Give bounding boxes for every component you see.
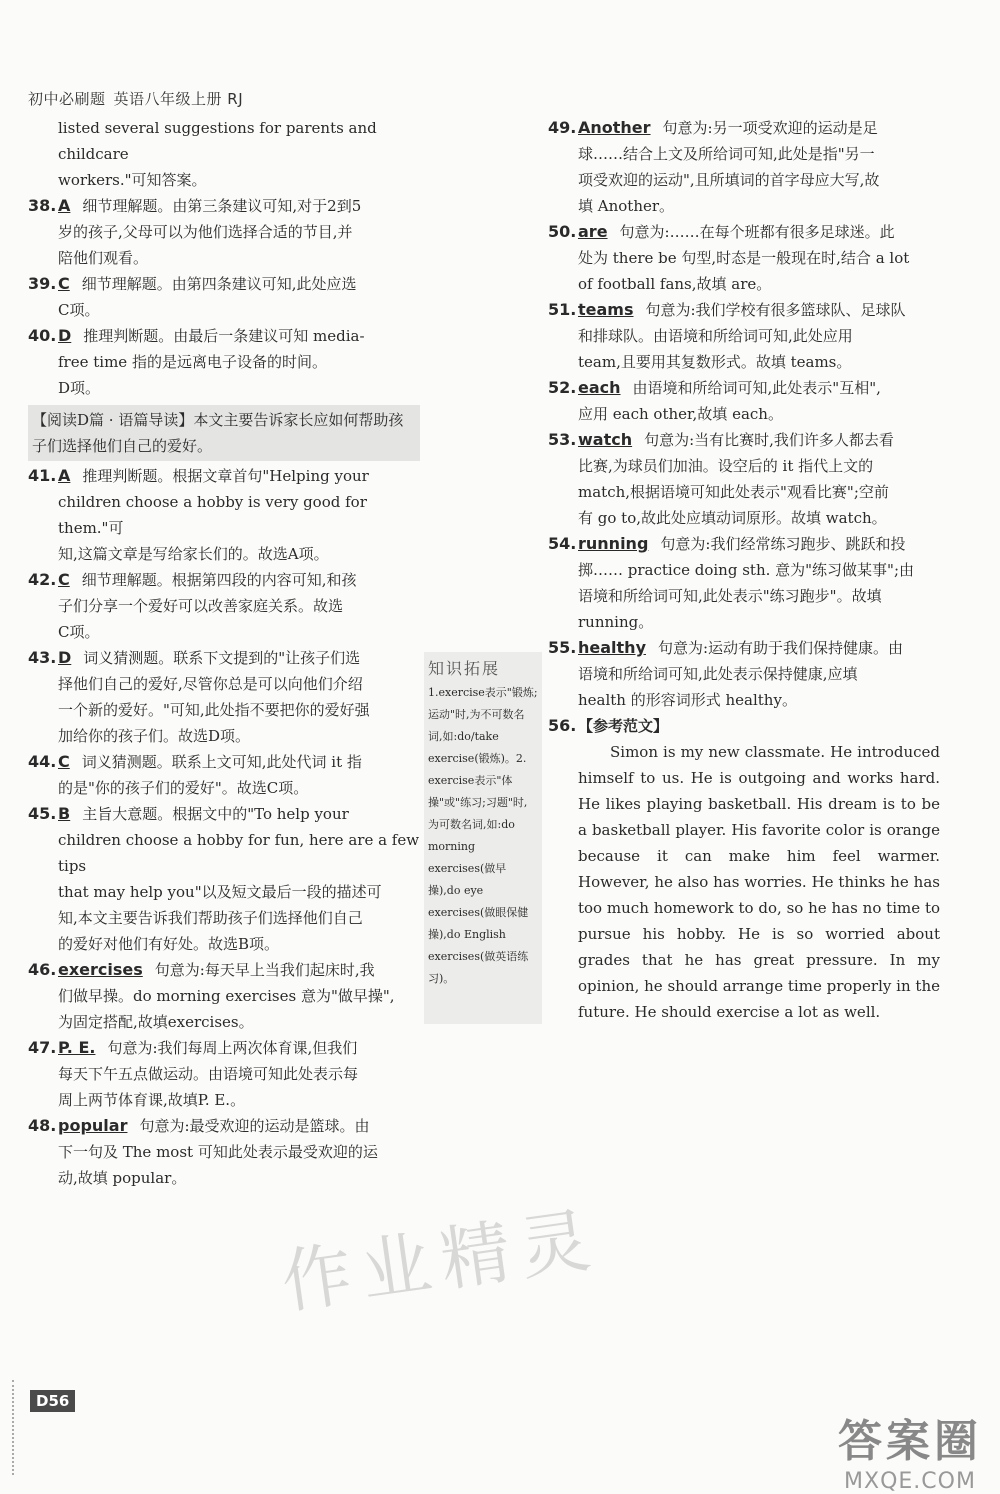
answer-item: [28, 645, 420, 749]
explanation-text: 主旨大意题。根据文中的"To help your: [82, 805, 349, 823]
explanation-line: 加给你的孩子们。故选D项。: [58, 727, 251, 745]
question-number: 46.: [28, 960, 57, 979]
explanation-line: 为固定搭配,故填exercises。: [58, 1013, 254, 1031]
answer-key: A: [58, 466, 71, 485]
answer-key: running: [578, 534, 649, 553]
answer-item: [28, 1113, 420, 1191]
answer-item: [548, 297, 940, 375]
explanation-line: 填 Another。: [578, 197, 675, 215]
answer-key: B: [58, 804, 71, 823]
explanation-line: 一个新的爱好。"可知,此处指不要把你的爱好强: [58, 701, 370, 719]
explanation-line: free time 指的是远离电子设备的时间。: [58, 353, 327, 371]
book-title: 初中必刷题: [28, 90, 106, 108]
explanation-line: D项。: [58, 379, 101, 397]
explanation-line: running。: [578, 613, 654, 631]
explanation-line: 有 go to,故此处应填动词原形。故填 watch。: [578, 509, 887, 527]
explanation-text: 句意为:运动有助于我们保持健康。由: [658, 639, 904, 657]
answer-item: [548, 427, 940, 531]
answer-item: [548, 531, 940, 635]
question-number: 49.: [548, 118, 577, 137]
question-number: 38.: [28, 196, 57, 215]
explanation-line: match,根据语境可知此处表示"观看比赛";空前: [578, 483, 889, 501]
reading-d-guide: 【阅读D篇 · 语篇导读】本文主要告诉家长应如何帮助孩子们选择他们自己的爱好。: [28, 405, 420, 461]
explanation-text: 推理判断题。根据文章首句"Helping your: [82, 467, 369, 485]
answer-key: are: [578, 222, 608, 241]
question-number: 45.: [28, 804, 57, 823]
answer-item: [548, 635, 940, 713]
question-number: 54.: [548, 534, 577, 553]
explanation-text: 由语境和所给词可知,此处表示"互相",: [632, 379, 881, 397]
answer-key: teams: [578, 300, 634, 319]
answer-item: [28, 271, 420, 323]
explanation-text: 细节理解题。根据第四段的内容可知,和孩: [81, 571, 357, 589]
question-number: 40.: [28, 326, 57, 345]
explanation-text: 句意为:当有比赛时,我们许多人都去看: [644, 431, 894, 449]
answer-item: [28, 957, 420, 1035]
explanation-line: C项。: [58, 301, 100, 319]
question-number: 51.: [548, 300, 577, 319]
watermark-logo: 答案圈: [838, 1416, 982, 1467]
explanation-line: 项受欢迎的运动",且所填词的首字母应大写,故: [578, 171, 880, 189]
answer-key: each: [578, 378, 621, 397]
explanation-line: 应用 each other,故填 each。: [578, 405, 783, 423]
watermark-url: MXQE.COM: [844, 1469, 976, 1494]
answer-item: [28, 193, 420, 271]
explanation-line: 周上两节体育课,故填P. E.。: [58, 1091, 246, 1109]
explanation-line: of football fans,故填 are。: [578, 275, 772, 293]
dotted-margin: [12, 1380, 14, 1475]
explanation-line: 子们分享一个爱好可以改善家庭关系。故选: [58, 597, 344, 615]
answer-key: A: [58, 196, 71, 215]
stamp-watermark: 作业精灵: [276, 1198, 605, 1324]
answer-key: D: [58, 326, 72, 345]
answer-item: [28, 1035, 420, 1113]
explanation-text: 句意为:我们学校有很多篮球队、足球队: [645, 301, 906, 319]
site-watermark: [838, 1405, 982, 1494]
answer-item: [28, 463, 420, 567]
explanation-line: 的是"你的孩子们的爱好"。故选C项。: [58, 779, 309, 797]
answer-key: watch: [578, 430, 633, 449]
explanation-line: 和排球队。由语境和所给词可知,此处应用: [578, 327, 853, 345]
answer-key: Another: [578, 118, 651, 137]
explanation-text: 句意为:最受欢迎的运动是篮球。由: [139, 1117, 370, 1135]
answer-item: [548, 115, 940, 219]
explanation-text: 推理判断题。由最后一条建议可知 media-: [83, 327, 365, 345]
answer-item: [548, 219, 940, 297]
answer-key: C: [58, 570, 70, 589]
explanation-line: 比赛,为球员们加油。设空后的 it 指代上文的: [578, 457, 874, 475]
page-header: [28, 88, 243, 109]
explanation-line: children choose a hobby for fun, here are a few tips: [58, 831, 420, 875]
answer-key: exercises: [58, 960, 143, 979]
right-column: [548, 115, 940, 1025]
question-number: 44.: [28, 752, 57, 771]
answer-item: [28, 567, 420, 645]
explanation-line: 陪他们观看。: [58, 249, 149, 267]
essay-text: Simon is my new classmate. He introduced himself to us. He is outgoing and works hard. He likes playing basketball. His dream is to be a basketball player. His favorite color is orange because it can make him feel warmer. However, he also has worries. He thinks he has too much homework to do, so he has no time to pursue his hobby. He is so worried about grades that he has great pressure. In my opinion, he should arrange time properly in the future. He should exercise a lot as well.: [578, 743, 940, 1021]
explanation-text: 句意为:另一项受欢迎的运动是足: [662, 119, 878, 137]
answer-key: healthy: [578, 638, 646, 657]
book-subtitle: 英语八年级上册 RJ: [113, 90, 244, 108]
question-number: 50.: [548, 222, 577, 241]
explanation-line: that may help you"以及短文最后一段的描述可: [58, 883, 382, 901]
answer-key: popular: [58, 1116, 128, 1135]
answer-item: [28, 801, 420, 957]
explanation-text: 句意为:我们经常练习跑步、跳跃和投: [660, 535, 906, 553]
explanation-text: 句意为:……在每个班都有很多足球迷。此: [619, 223, 895, 241]
explanation-line: 岁的孩子,父母可以为他们选择合适的节目,并: [58, 223, 353, 241]
answer-key: P. E.: [58, 1038, 96, 1057]
explanation-line: team,且要用其复数形式。故填 teams。: [578, 353, 852, 371]
question-number: 39.: [28, 274, 57, 293]
question-number: 47.: [28, 1038, 57, 1057]
essay-item: [548, 713, 940, 739]
essay-title: 【参考范文】: [578, 717, 669, 735]
explanation-text: 词义猜测题。联系下文提到的"让孩子们选: [83, 649, 361, 667]
explanation-line: 知,本文主要告诉我们帮助孩子们选择他们自己: [58, 909, 363, 927]
question-number: 56.: [548, 716, 577, 735]
explanation-text: 句意为:每天早上当我们起床时,我: [154, 961, 375, 979]
explanation-line: 的爱好对他们有好处。故选B项。: [58, 935, 280, 953]
question-number: 55.: [548, 638, 577, 657]
answer-key: C: [58, 752, 70, 771]
page-number: D56: [30, 1390, 75, 1412]
explanation-line: 语境和所给词可知,此处表示保持健康,应填: [578, 665, 858, 683]
answer-item: [548, 375, 940, 427]
explanation-line: 下一句及 The most 可知此处表示最受欢迎的运: [58, 1143, 378, 1161]
answer-key: D: [58, 648, 72, 667]
explanation-line: 每天下午五点做运动。由语境可知此处表示每: [58, 1065, 359, 1083]
answer-item: [28, 749, 420, 801]
explanation-line: 球……结合上文及所给词可知,此处是指"另一: [578, 145, 875, 163]
question-number: 48.: [28, 1116, 57, 1135]
explanation-line: 们做早操。do morning exercises 意为"做早操",: [58, 987, 395, 1005]
explanation-line: health 的形容词形式 healthy。: [578, 691, 797, 709]
explanation-text: 句意为:我们每周上两次体育课,但我们: [107, 1039, 358, 1057]
explanation-line: children choose a hobby is very good for them."可: [58, 493, 367, 537]
answer-key: C: [58, 274, 70, 293]
sidebar-title: 知识拓展: [428, 659, 501, 678]
explanation-line: 择他们自己的爱好,尽管你总是可以向他们介绍: [58, 675, 363, 693]
question-number: 53.: [548, 430, 577, 449]
answer-item: [28, 323, 420, 401]
explanation-line: 语境和所给词可知,此处表示"练习跑步"。故填: [578, 587, 882, 605]
intro-line: workers."可知答案。: [58, 171, 207, 189]
explanation-line: 知,这篇文章是写给家长们的。故选A项。: [58, 545, 329, 563]
question-number: 41.: [28, 466, 57, 485]
explanation-text: 细节理解题。由第三条建议可知,对于2到5: [82, 197, 362, 215]
explanation-line: 掷…… practice doing sth. 意为"练习做某事";由: [578, 561, 914, 579]
question-number: 52.: [548, 378, 577, 397]
explanation-line: C项。: [58, 623, 100, 641]
intro-line: listed several suggestions for parents and childcare: [58, 119, 377, 163]
question-number: 43.: [28, 648, 57, 667]
sidebar-text: 1.exercise表示"锻炼;运动"时,为不可数名词,如:do/take exercise(锻炼)。2. exercise表示"体操"或"练习;习题"时,为可数名词,如:do morning exercises(做早操),do eye exercises(做眼保健操),do English exercises(做英语练习)。: [428, 686, 538, 985]
question-number: 42.: [28, 570, 57, 589]
explanation-text: 词义猜测题。联系上文可知,此处代词 it 指: [81, 753, 362, 771]
explanation-text: 细节理解题。由第四条建议可知,此处应选: [81, 275, 357, 293]
left-column: [28, 115, 420, 1191]
knowledge-sidebar: [424, 652, 542, 1024]
explanation-line: 动,故填 popular。: [58, 1169, 187, 1187]
explanation-line: 处为 there be 句型,时态是一般现在时,结合 a lot: [578, 249, 910, 267]
